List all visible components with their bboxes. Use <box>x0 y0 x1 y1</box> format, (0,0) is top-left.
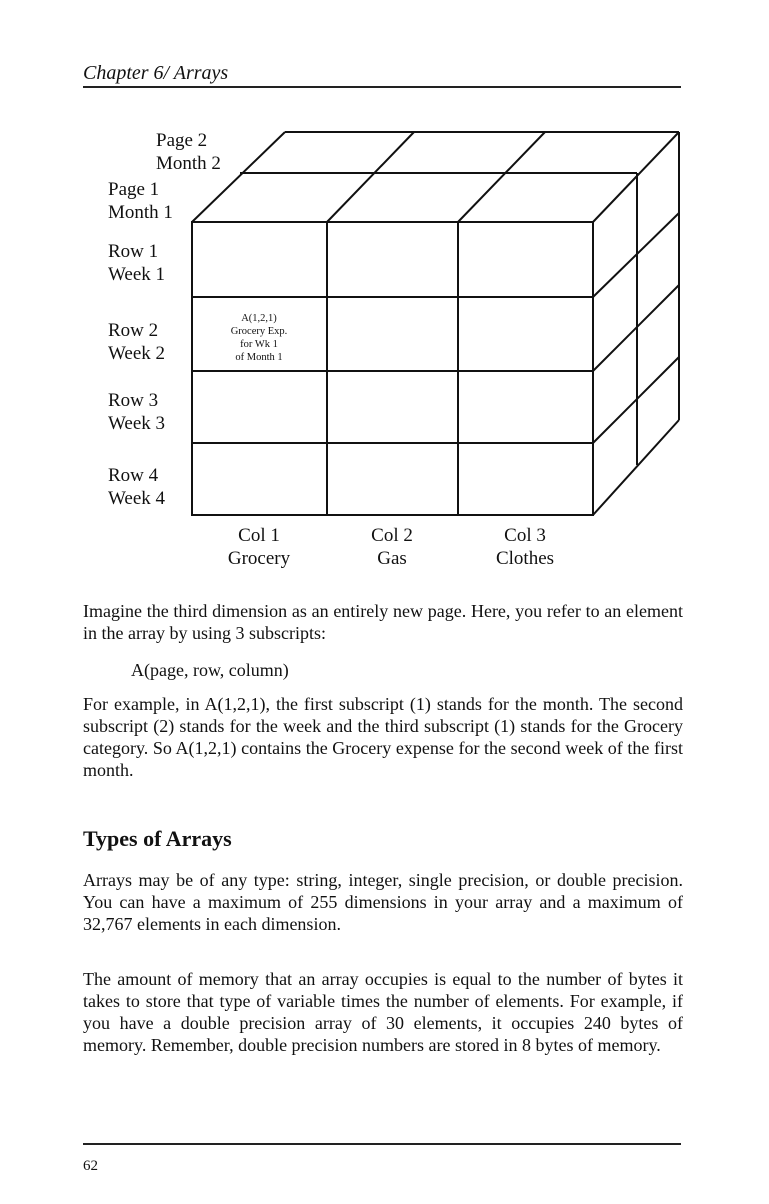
header-rule <box>83 86 681 88</box>
row4-label: Row 4 <box>108 465 159 486</box>
depth-diag-top-2 <box>458 132 545 222</box>
chapter-header: Chapter 6/ Arrays <box>83 62 229 84</box>
cell-note-line4: of Month 1 <box>235 352 283 363</box>
array-cube-diagram <box>0 100 769 580</box>
page1-label: Page 1 <box>108 179 160 200</box>
front-face <box>192 222 593 515</box>
row2-label: Row 2 <box>108 320 159 341</box>
week4-label: Week 4 <box>108 488 166 509</box>
col2-category: Gas <box>377 548 407 569</box>
row3-label: Row 3 <box>108 390 159 411</box>
week1-label: Week 1 <box>108 264 166 285</box>
row1-label: Row 1 <box>108 241 159 262</box>
week2-label: Week 2 <box>108 343 166 364</box>
footer-rule <box>83 1143 681 1145</box>
page2-label: Page 2 <box>156 130 208 151</box>
paragraph-third-dimension: Imagine the third dimension as an entirely new page. Here, you refer to an element in the array by using 3 subscripts: <box>83 601 683 643</box>
col3-label: Col 3 <box>504 525 546 546</box>
col2-label: Col 2 <box>371 525 413 546</box>
depth-diag-top-1 <box>327 132 414 222</box>
col3-category: Clothes <box>495 548 555 569</box>
paragraph-array-types: Arrays may be of any type: string, integer, single precision, or double precision. You can have a maximum of 255 dimensions in your array and a maximum of 32,767 elements in each dimension. <box>83 870 683 934</box>
col1-label: Col 1 <box>238 525 280 546</box>
cell-note-line1: A(1,2,1) <box>241 313 277 324</box>
month2-label: Month 2 <box>156 153 221 174</box>
week3-label: Week 3 <box>108 413 166 434</box>
section-heading: Types of Arrays <box>83 826 232 851</box>
page-number: 62 <box>83 1158 98 1174</box>
paragraph-memory: The amount of memory that an array occupies is equal to the number of bytes it takes to store that type of variable times the number of elements. For example, if you have a double precision array of 30 elements, it occupies 240 bytes of memory. Remember, double precision numbers are stored in 8 bytes of memory. <box>83 969 683 1055</box>
cell-note-line3: for Wk 1 <box>240 339 278 350</box>
col1-category: Grocery <box>227 548 291 569</box>
subscript-syntax: A(page, row, column) <box>131 660 289 680</box>
month1-label: Month 1 <box>108 202 173 223</box>
paragraph-example: For example, in A(1,2,1), the first subscript (1) stands for the month. The second subscript (2) stands for the week and the third subscript (1) stands for the Grocery category. So A(1,2,1) contains the Grocery expense for the second week of the first month. <box>83 694 683 780</box>
cell-note-line2: Grocery Exp. <box>230 326 288 337</box>
